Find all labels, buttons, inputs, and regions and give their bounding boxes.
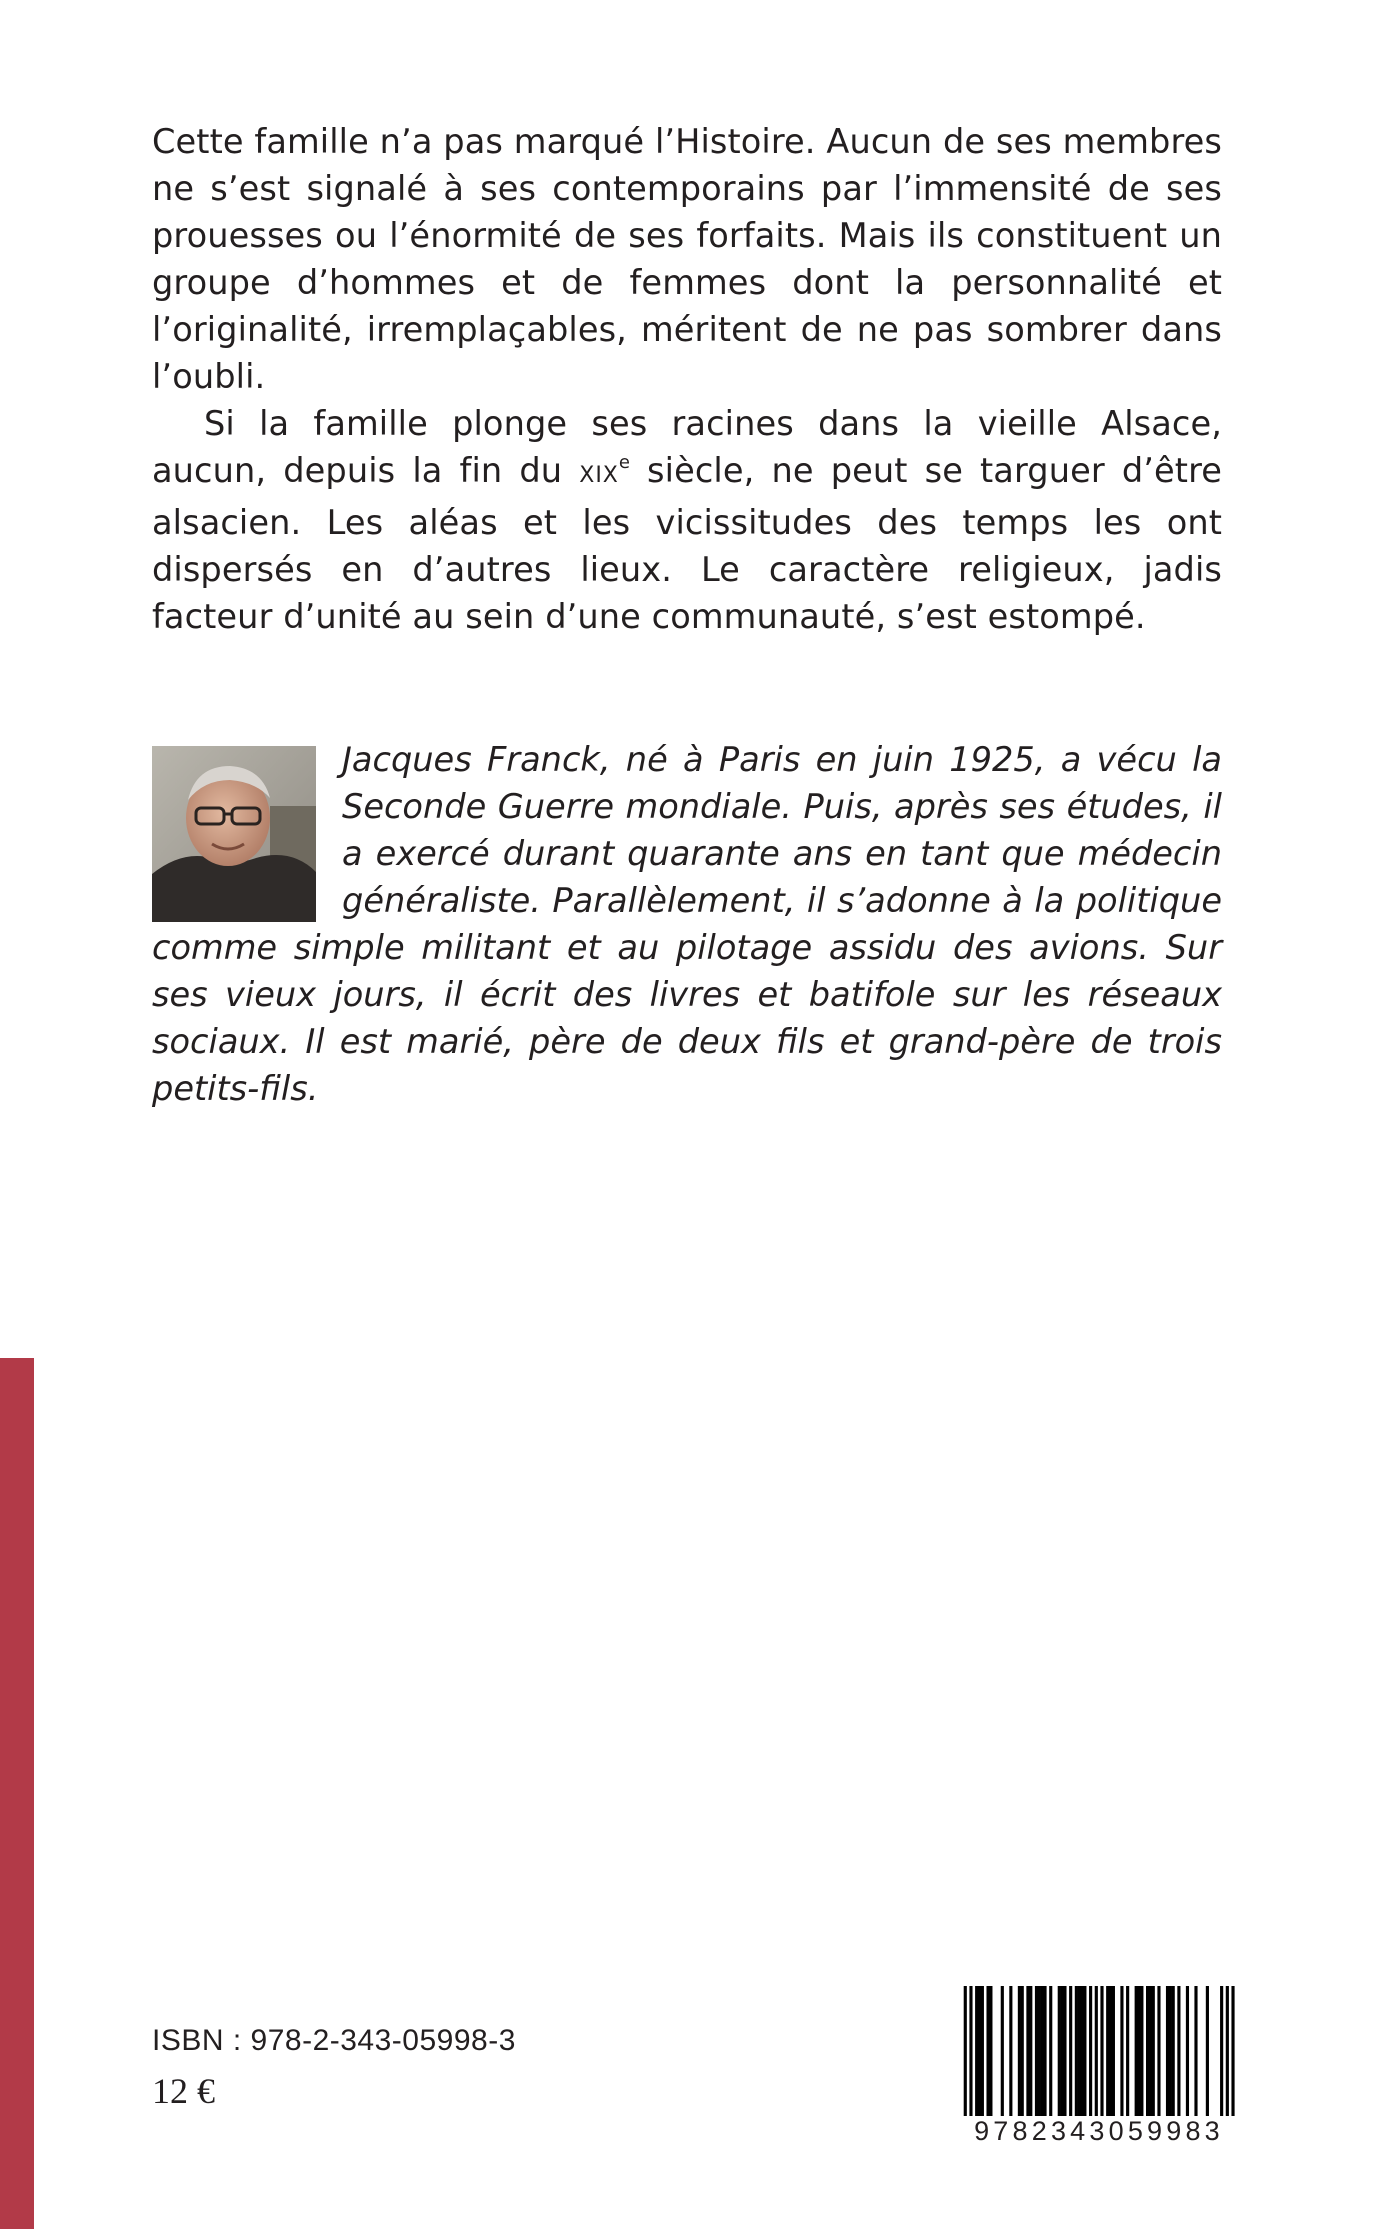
- barcode-bar: [1231, 1986, 1234, 2116]
- barcode-bar: [1021, 1986, 1024, 2116]
- barcode-bar: [1075, 1986, 1078, 2116]
- century-suffix: e: [618, 452, 630, 473]
- century-roman: XIX: [579, 463, 619, 488]
- barcode-bar: [1149, 1986, 1152, 2116]
- isbn: ISBN : 978-2-343-05998-3: [152, 2024, 516, 2057]
- barcode-bar: [989, 1986, 992, 2116]
- barcode-bar: [1112, 1986, 1115, 2116]
- barcode-bar: [1177, 1986, 1180, 2116]
- barcode-bars: [958, 1986, 1240, 2116]
- barcode-bar: [1135, 1986, 1138, 2116]
- barcode-bar: [1041, 1986, 1044, 2116]
- barcode-bar: [1146, 1986, 1149, 2116]
- barcode-bar: [1058, 1986, 1061, 2116]
- author-description: , né à Paris en juin 1925, a vécu la Seconde Guerre mondiale. Puis, après ses études, il a exercé durant quarante ans en tant que médecin généraliste. Parallèlement, il s’adonne à la politique comme simple militant et au pilotage assidu des avions. Sur ses vieux jours, il écrit des livres et batifole sur les réseaux sociaux. Il est marié, père de deux fils et grand-père de trois petits-fils.: [152, 740, 1223, 1108]
- blurb-paragraph-2-end: siècle, ne peut se targuer d’être alsacien. Les aléas et les vicissitudes des temps les ont dispersés en d’autres lieux. Le caractère religieux, jadis facteur d’unité au sein d’une communauté, s’est estompé.: [152, 451, 1222, 636]
- barcode-bar: [1120, 1986, 1123, 2116]
- barcode-bar: [1078, 1986, 1081, 2116]
- barcode-bar: [969, 1986, 972, 2116]
- barcode-bar: [1026, 1986, 1029, 2116]
- author-name: Jacques Franck: [342, 740, 600, 779]
- accent-bar: [0, 1358, 34, 2229]
- barcode-bar: [1063, 1986, 1066, 2116]
- barcode-bar: [1001, 1986, 1004, 2116]
- barcode: [958, 1986, 1240, 2116]
- barcode-bar: [1009, 1986, 1012, 2116]
- barcode-bar: [964, 1986, 967, 2116]
- barcode-bar: [1089, 1986, 1092, 2116]
- blurb-paragraph-1: Cette famille n’a pas marqué l’Histoire. Aucun de ses membres ne s’est signalé à ses contemporains par l’immensité de ses prouesses ou l’énormité de ses forfaits. Mais ils constituent un groupe d’hommes et de femmes dont la personnalité et l’originalité, irremplaçables, méritent de ne pas sombrer dans l’oubli.: [152, 122, 1222, 396]
- barcode-bar: [1137, 1986, 1140, 2116]
- barcode-bar: [1049, 1986, 1052, 2116]
- barcode-bar: [1061, 1986, 1064, 2116]
- barcode-bar: [1166, 1986, 1169, 2116]
- barcode-bar: [1140, 1986, 1143, 2116]
- author-photo: [152, 746, 316, 922]
- barcode-bar: [1152, 1986, 1155, 2116]
- barcode-bar: [978, 1986, 981, 2116]
- author-bio: [152, 736, 1222, 1112]
- barcode-bar: [975, 1986, 978, 2116]
- barcode-bar: [1029, 1986, 1032, 2116]
- barcode-bar: [1095, 1986, 1098, 2116]
- barcode-bar: [1038, 1986, 1041, 2116]
- barcode-bar: [1043, 1986, 1046, 2116]
- barcode-bar: [1080, 1986, 1083, 2116]
- barcode-bar: [1186, 1986, 1189, 2116]
- barcode-bar: [1083, 1986, 1086, 2116]
- blurb-paragraph-2: [152, 400, 1222, 640]
- barcode-bar: [1220, 1986, 1223, 2116]
- blurb-text: [152, 118, 1222, 640]
- barcode-bar: [1226, 1986, 1229, 2116]
- barcode-bar: [981, 1986, 984, 2116]
- barcode-bar: [1018, 1986, 1021, 2116]
- barcode-bar: [986, 1986, 989, 2116]
- barcode-bar: [1194, 1986, 1197, 2116]
- barcode-bar: [1206, 1986, 1209, 2116]
- century-numeral: [579, 452, 630, 488]
- barcode-bar: [1172, 1986, 1175, 2116]
- barcode-bar: [1126, 1986, 1129, 2116]
- barcode-bar: [1100, 1986, 1103, 2116]
- blurb-paragraph-2-start: Si la famille plonge ses racines dans la vieille Alsace, aucun, depuis la fin du: [152, 404, 1222, 490]
- barcode-bar: [1169, 1986, 1172, 2116]
- barcode-bar: [1109, 1986, 1112, 2116]
- barcode-bar: [1069, 1986, 1072, 2116]
- barcode-bar: [1157, 1986, 1160, 2116]
- barcode-bar: [1106, 1986, 1109, 2116]
- barcode-bar: [1035, 1986, 1038, 2116]
- price: 12 €: [152, 2071, 215, 2111]
- barcode-digits: 9782343059983: [974, 2116, 1224, 2146]
